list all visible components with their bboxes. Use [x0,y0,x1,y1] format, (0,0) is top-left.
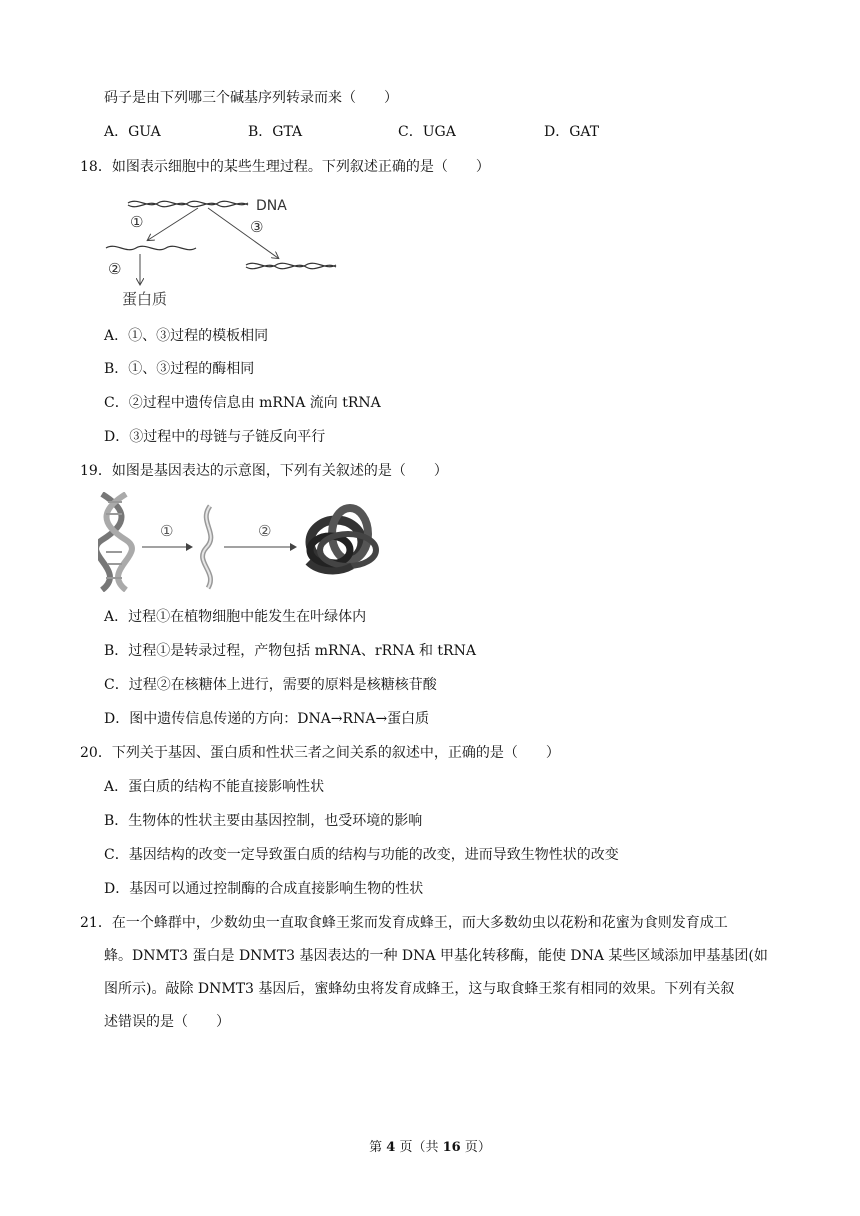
q17-options [104,122,704,142]
q17-option-d: D．GAT [544,124,600,140]
mrna-strand [106,246,196,249]
q20-stem: 20．下列关于基因、蛋白质和性状三者之间关系的叙述中，正确的是（ ） [80,745,560,761]
q18-option-d: D．③过程中的母链与子链反向平行 [104,429,326,445]
q19-figure [98,492,388,592]
q18-figure [100,190,360,310]
page-footer: 第 4 页（共 16 页） [369,1140,491,1155]
q20-option-c: C．基因结构的改变一定导致蛋白质的结构与功能的改变，进而导致生物性状的改变 [104,847,619,863]
q19-option-b: B．过程①是转录过程，产物包括 mRNA、rRNA 和 tRNA [104,643,476,659]
q19-step2-label: ② [258,522,272,540]
q19-option-c: C．过程②在核糖体上进行，需要的原料是核糖核苷酸 [104,677,437,693]
q17-option-b: B．GTA [248,124,303,140]
arrow-replication [208,208,278,258]
q18-option-a: A．①、③过程的模板相同 [104,328,269,344]
protein-label: 蛋白质 [122,290,168,308]
q20-option-d: D．基因可以通过控制酶的合成直接影响生物的性状 [104,881,424,897]
arrow-transcription [148,208,198,240]
q20-option-a: A．蛋白质的结构不能直接影响性状 [104,779,325,795]
q18-option-c: C．②过程中遗传信息由 mRNA 流向 tRNA [104,395,381,411]
q18-stem: 18．如图表示细胞中的某些生理过程。下列叙述正确的是（ ） [80,159,490,175]
dna-strand-bottom [128,203,248,206]
step3-label: ③ [250,218,264,236]
q18-diagram [100,190,360,310]
total-pages: 16 [442,1140,461,1155]
step2-label: ② [108,260,122,278]
q19-option-a: A．过程①在植物细胞中能发生在叶绿体内 [104,609,367,625]
q17-stem-continued: 码子是由下列哪三个碱基序列转录而来（ ） [104,90,398,106]
q19-stem: 19．如图是基因表达的示意图，下列有关叙述的是（ ） [80,463,448,479]
q17-option-a: A．GUA [104,124,161,140]
step1-label: ① [130,213,144,231]
page-number: 4 [386,1140,396,1155]
q21-line-4: 述错误的是（ ） [104,1014,230,1030]
q21-line-2: 蜂。DNMT3 蛋白是 DNMT3 基因表达的一种 DNA 甲基化转移酶，能使 DNA 某些区域添加甲基基团(如 [104,948,768,964]
protein-coil-icon [308,508,376,571]
q19-diagram [98,492,388,592]
q19-option-d: D．图中遗传信息传递的方向：DNA→RNA→蛋白质 [104,711,430,727]
q21-line-1: 21．在一个蜂群中，少数幼虫一直取食蜂王浆而发育成蜂王，而大多数幼虫以花粉和花蜜为食则发育成工 [80,915,728,931]
q21-line-3: 图所示)。敲除 DNMT3 基因后，蜜蜂幼虫将发育成蜂王，这与取食蜂王浆有相同的效果。下列有关叙 [104,981,735,997]
dna-label: DNA [256,198,287,214]
dna-helix-icon [98,494,132,590]
q20-option-b: B．生物体的性状主要由基因控制，也受环境的影响 [104,813,423,829]
q18-option-b: B．①、③过程的酶相同 [104,361,255,377]
q17-option-c: C．UGA [398,124,456,140]
q19-step1-label: ① [160,522,174,540]
